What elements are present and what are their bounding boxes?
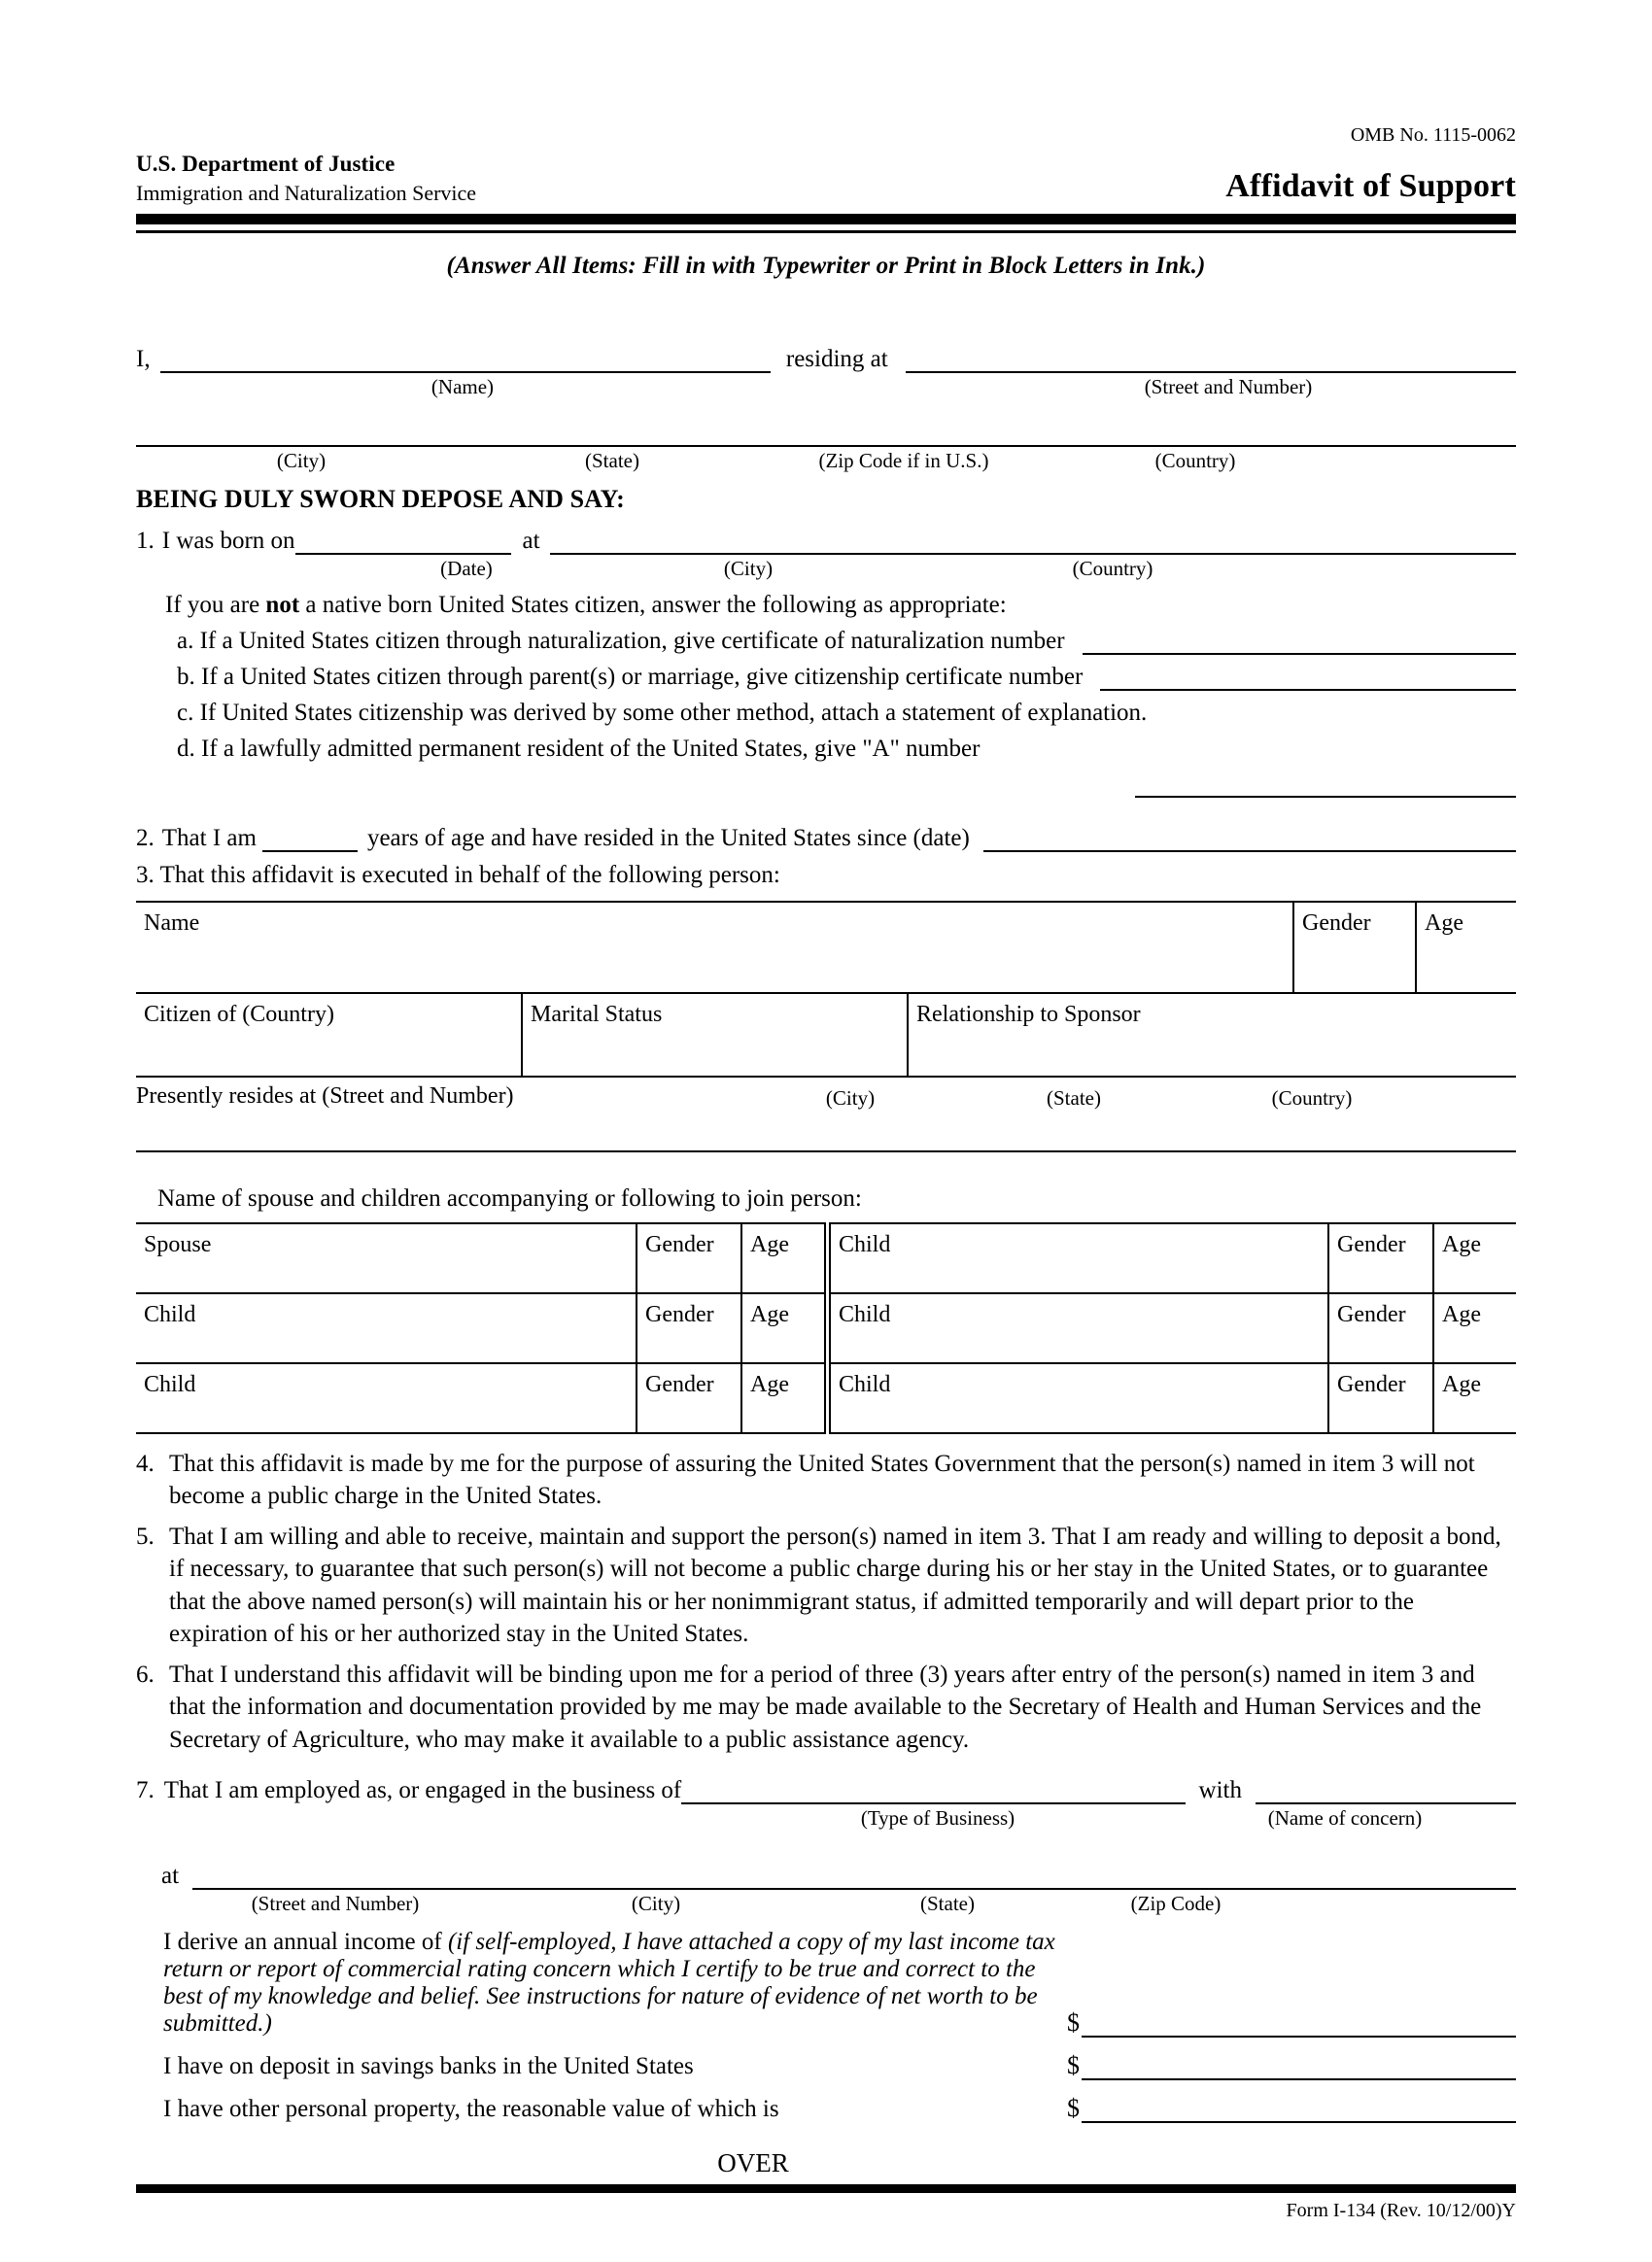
item-4: [136, 1448, 1516, 1513]
item-1: [136, 528, 1516, 798]
beneficiary-resides-label: Presently resides at (Street and Number): [136, 1082, 514, 1109]
annual-income-dollar-sign: $: [1067, 2008, 1080, 2038]
item-1-captions: [136, 556, 1516, 580]
child-gender-cell[interactable]: Gender: [1328, 1223, 1433, 1293]
item-5-number: 5.: [136, 1523, 155, 1550]
savings-dollar-sign: $: [1067, 2051, 1080, 2080]
item-1c-text: c. If United States citizenship was derived by some other method, attach a statement of explanation.: [177, 699, 1148, 726]
item-3-number: 3.: [136, 861, 155, 888]
item-3-text: That this affidavit is executed in behalf of the following person:: [159, 861, 780, 888]
item-7-lead: That I am employed as, or engaged in the business of: [163, 1777, 682, 1804]
child-gender-cell[interactable]: Gender: [1328, 1293, 1433, 1363]
concern-name-caption: (Name of concern): [1267, 1806, 1423, 1831]
beneficiary-citizen-cell[interactable]: Citizen of (Country): [136, 993, 522, 1077]
fill-instruction: (Answer All Items: Fill in with Typewriter or Print in Block Letters in Ink.): [446, 253, 1206, 280]
beneficiary-table: [136, 901, 1516, 1078]
annual-income-row: [136, 1929, 1516, 2038]
table-row: [136, 1223, 1516, 1293]
declarant-name-row: [136, 346, 1516, 373]
item-1-note-pre: If you are: [165, 591, 266, 618]
item-2-number: 2.: [136, 824, 155, 851]
item-6: [136, 1659, 1516, 1757]
item-3: [136, 862, 1516, 889]
annual-income-input-line[interactable]: [1082, 2012, 1516, 2038]
country-caption: (Country): [1154, 449, 1236, 473]
table-row: [136, 1293, 1516, 1363]
address-input-line[interactable]: [136, 445, 1516, 447]
beneficiary-name-cell[interactable]: Name: [136, 902, 1293, 993]
item-7-business-row: [136, 1777, 1516, 1804]
service-name: Immigration and Naturalization Service: [136, 181, 477, 206]
child-age-cell[interactable]: Age: [1433, 1223, 1516, 1293]
residence-since-input-line[interactable]: [983, 827, 1516, 852]
employer-address-input-line[interactable]: [192, 1865, 1516, 1890]
beneficiary-city-caption: (City): [825, 1085, 876, 1110]
spouse-gender-cell[interactable]: Gender: [637, 1223, 741, 1293]
item-5-text: That I am willing and able to receive, maintain and support the person(s) named in item 3. That I am ready and willing to deposit a bond, if necessary, to guarantee that such person(s) will not become a public charge during his or her stay in the United States, or to guarantee that the above named person(s) will maintain his or her nonimmigrant status, if admitted temporarily and will depart prior to the expiration of his or her authorized stay in the United States.: [169, 1523, 1501, 1648]
sworn-heading: BEING DULY SWORN DEPOSE AND SAY:: [136, 484, 625, 513]
business-type-input-line[interactable]: [681, 1779, 1185, 1804]
income-block: [136, 1929, 1516, 2123]
family-table: [136, 1222, 1516, 1434]
beneficiary-country-caption: (Country): [1271, 1085, 1353, 1110]
address-captions: [136, 448, 1516, 472]
beneficiary-residence-captions: [136, 1078, 1516, 1110]
form-id: Form I-134 (Rev. 10/12/00)Y: [1286, 2200, 1516, 2222]
employer-zip-caption: (Zip Code): [1130, 1892, 1222, 1916]
item-1c: [136, 700, 1516, 727]
declarant-block: [136, 346, 1516, 513]
table-row: [136, 993, 1516, 1077]
employer-street-caption: (Street and Number): [251, 1892, 420, 1916]
item-2-part1: That I am: [161, 824, 257, 851]
header-thin-rule: [136, 230, 1516, 233]
name-caption: (Name): [430, 375, 495, 399]
omb-number: OMB No. 1115-0062: [1350, 124, 1516, 146]
form-page: [0, 124, 1652, 2262]
item-1a: [136, 628, 1516, 655]
child-name-cell[interactable]: Child: [828, 1223, 1329, 1293]
item-7-address-captions: [136, 1891, 1516, 1915]
child-gender-cell[interactable]: Gender: [637, 1293, 741, 1363]
item-1-note: [136, 592, 1516, 619]
savings-input-line[interactable]: [1082, 2055, 1516, 2080]
beneficiary-gender-cell[interactable]: Gender: [1293, 902, 1416, 993]
a-number-input-line[interactable]: [1135, 772, 1516, 798]
form-title: Affidavit of Support: [1225, 168, 1516, 205]
footer-rule: [136, 2184, 1516, 2193]
item-6-text: That I understand this affidavit will be binding upon me for a period of three (3) years after entry of the person(s) named in item 3 and that the information and documentation provided by me may be made available to the Secretary of Health and Human Services and the Secretary of Agriculture, who may make it available to a public assistance agency.: [169, 1661, 1482, 1753]
table-row: [136, 902, 1516, 993]
agency-block: [136, 150, 476, 207]
header-thick-rule: [136, 214, 1516, 224]
item-2-part2: years of age and have resided in the United States since (date): [366, 824, 970, 851]
item-1-note-post: a native born United States citizen, answer the following as appropriate:: [299, 591, 1007, 618]
declarant-captions: [136, 374, 1516, 398]
child-name-cell[interactable]: Child: [136, 1363, 637, 1433]
item-4-text: That this affidavit is made by me for the purpose of assuring the United States Government that the person(s) named in item 3 will not become a public charge in the United States.: [169, 1450, 1475, 1510]
i-label: I,: [136, 346, 151, 373]
item-6-number: 6.: [136, 1661, 155, 1688]
child-name-cell[interactable]: Child: [828, 1293, 1329, 1363]
birth-date-caption: (Date): [440, 556, 493, 580]
child-age-cell[interactable]: Age: [741, 1363, 828, 1433]
citizenship-certificate-input-line[interactable]: [1100, 666, 1516, 691]
name-input-line[interactable]: [160, 348, 771, 373]
residing-at-label: residing at: [785, 346, 888, 373]
child-gender-cell[interactable]: Gender: [637, 1363, 741, 1433]
age-input-line[interactable]: [262, 827, 358, 852]
item-5: [136, 1521, 1516, 1651]
birth-place-input-line[interactable]: [550, 530, 1516, 555]
property-label: I have other personal property, the reasonable value of which is: [163, 2096, 779, 2123]
table-row: [136, 1363, 1516, 1433]
birth-city-caption: (City): [723, 556, 774, 580]
item-7-with: with: [1198, 1777, 1242, 1804]
property-dollar-sign: $: [1067, 2094, 1080, 2123]
family-heading: Name of spouse and children accompanying or following to join person:: [157, 1184, 862, 1212]
item-7-address-row: [136, 1863, 1516, 1890]
state-caption: (State): [585, 449, 639, 473]
concern-name-input-line[interactable]: [1256, 1779, 1516, 1804]
family-section-rule: [136, 1150, 1516, 1152]
child-name-cell[interactable]: Child: [828, 1363, 1329, 1433]
item-1-lead: I was born on: [161, 527, 295, 554]
item-2: [136, 825, 1516, 852]
birth-date-input-line[interactable]: [295, 530, 511, 555]
item-7-number: 7.: [136, 1777, 155, 1804]
beneficiary-relationship-cell[interactable]: Relationship to Sponsor: [908, 993, 1516, 1077]
child-age-cell[interactable]: Age: [1433, 1293, 1516, 1363]
item-7-at: at: [161, 1863, 180, 1890]
property-row: [136, 2094, 1516, 2123]
birth-country-caption: (Country): [1072, 556, 1153, 580]
item-1b: [136, 664, 1516, 691]
property-input-line[interactable]: [1082, 2098, 1516, 2123]
city-caption: (City): [276, 449, 327, 473]
zip-caption: (Zip Code if in U.S.): [818, 449, 989, 473]
annual-income-italic: (if self-employed, I have attached a copy of my last income tax return or report of commercial rating concern which I certify to be true and correct to the best of my knowledge and belief. See instructions for nature of evidence of net worth to be submitted.): [163, 1929, 1055, 2038]
employer-state-caption: (State): [920, 1892, 975, 1916]
item-1a-text: a. If a United States citizen through naturalization, give certificate of naturalization number: [177, 627, 1065, 654]
business-type-caption: (Type of Business): [860, 1806, 1015, 1831]
item-1-birth-row: [136, 528, 1516, 555]
savings-label: I have on deposit in savings banks in the United States: [163, 2053, 694, 2080]
child-name-cell[interactable]: Child: [136, 1293, 637, 1363]
item-1-at: at: [522, 527, 540, 554]
street-caption: (Street and Number): [1144, 375, 1313, 399]
beneficiary-state-caption: (State): [1047, 1085, 1101, 1110]
item-1-note-bold: not: [265, 591, 300, 618]
child-gender-cell[interactable]: Gender: [1328, 1363, 1433, 1433]
item-1d: [136, 736, 1516, 763]
spouse-name-cell[interactable]: Spouse: [136, 1223, 637, 1293]
item-7-captions: [136, 1805, 1516, 1830]
item-1-number: 1.: [136, 527, 155, 554]
item-1d-line-wrap: [136, 772, 1516, 798]
employer-city-caption: (City): [631, 1892, 681, 1916]
over-label: OVER: [717, 2148, 789, 2178]
header-row: [136, 150, 1516, 207]
spouse-age-cell[interactable]: Age: [741, 1223, 828, 1293]
annual-income-plain: I derive an annual income of: [163, 1929, 448, 1956]
department-name: U.S. Department of Justice: [136, 152, 396, 176]
child-age-cell[interactable]: Age: [1433, 1363, 1516, 1433]
street-input-line[interactable]: [906, 348, 1516, 373]
naturalization-number-input-line[interactable]: [1083, 630, 1516, 655]
savings-row: [136, 2051, 1516, 2080]
child-age-cell[interactable]: Age: [741, 1293, 828, 1363]
beneficiary-age-cell[interactable]: Age: [1416, 902, 1516, 993]
item-1d-text: d. If a lawfully admitted permanent resident of the United States, give "A" number: [177, 735, 981, 762]
item-4-number: 4.: [136, 1450, 155, 1477]
annual-income-label: [136, 1929, 1067, 2038]
item-1b-text: b. If a United States citizen through parent(s) or marriage, give citizenship certificate number: [177, 663, 1084, 690]
beneficiary-marital-cell[interactable]: Marital Status: [522, 993, 908, 1077]
